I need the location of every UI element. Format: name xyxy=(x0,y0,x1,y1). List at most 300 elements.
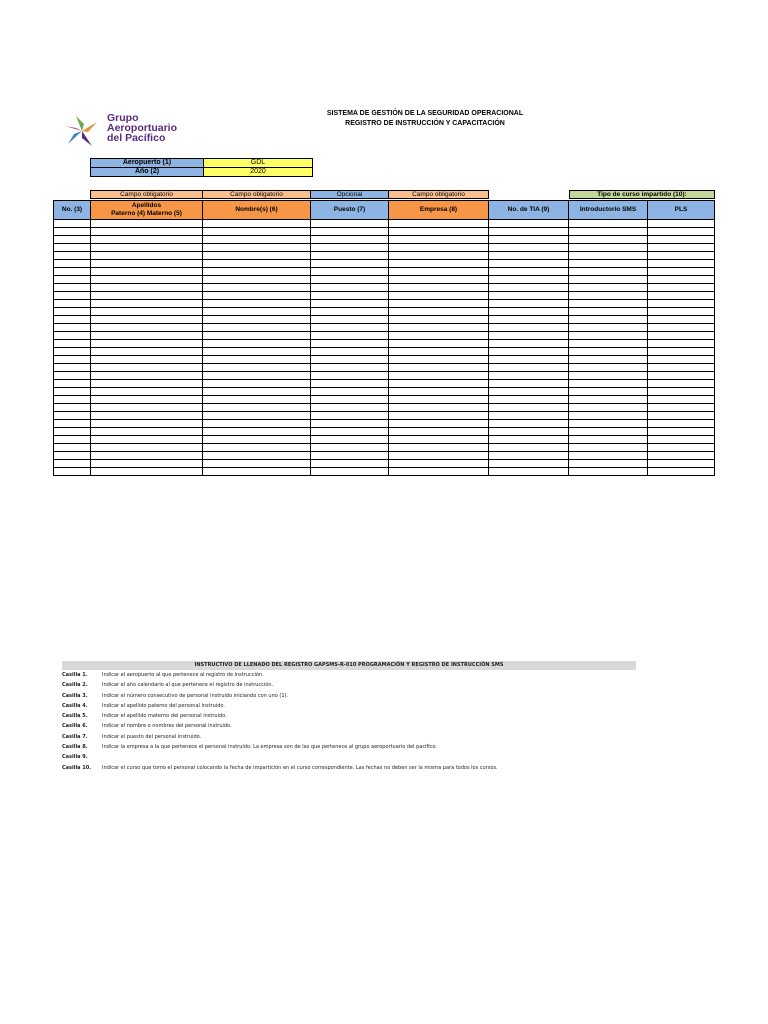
table-cell[interactable] xyxy=(203,404,311,412)
table-cell[interactable] xyxy=(489,276,569,284)
table-cell[interactable] xyxy=(648,396,715,404)
table-cell[interactable] xyxy=(389,380,489,388)
table-cell[interactable] xyxy=(389,468,489,476)
table-cell[interactable] xyxy=(203,308,311,316)
table-cell[interactable] xyxy=(389,268,489,276)
table-cell[interactable] xyxy=(91,284,203,292)
document-title: SISTEMA DE GESTIÓN DE LA SEGURIDAD OPERACIONAL xyxy=(326,110,524,117)
table-cell[interactable] xyxy=(489,452,569,460)
table-cell[interactable] xyxy=(91,404,203,412)
table-cell[interactable] xyxy=(389,444,489,452)
table-cell[interactable] xyxy=(389,452,489,460)
table-cell[interactable] xyxy=(489,396,569,404)
table-cell[interactable] xyxy=(389,420,489,428)
table-cell[interactable] xyxy=(203,356,311,364)
table-cell[interactable] xyxy=(203,292,311,300)
table-cell[interactable] xyxy=(311,340,389,348)
table-cell[interactable] xyxy=(569,284,648,292)
table-cell[interactable] xyxy=(489,220,569,228)
table-row xyxy=(54,332,715,340)
table-cell[interactable] xyxy=(91,300,203,308)
caption-puesto: Opcional xyxy=(310,190,389,199)
airport-value[interactable]: GDL xyxy=(204,159,313,168)
table-cell[interactable] xyxy=(311,412,389,420)
table-cell[interactable] xyxy=(54,244,91,252)
table-cell[interactable] xyxy=(569,268,648,276)
table-cell[interactable] xyxy=(203,260,311,268)
table-body xyxy=(54,220,715,476)
table-cell[interactable] xyxy=(311,444,389,452)
table-cell[interactable] xyxy=(569,340,648,348)
table-cell[interactable] xyxy=(91,316,203,324)
table-cell[interactable] xyxy=(311,268,389,276)
table-cell[interactable] xyxy=(489,308,569,316)
table-row xyxy=(54,252,715,260)
table-cell[interactable] xyxy=(54,292,91,300)
instruction-text: Indicar la empresa a la que pertenece el personal instruido. La empresa son de las que pertenece al grupo aeroportuario del pacífico. xyxy=(102,744,437,751)
document-subtitle: REGISTRO DE INSTRUCCIÓN Y CAPACITACIÓN xyxy=(345,120,505,127)
table-cell[interactable] xyxy=(311,308,389,316)
table-cell[interactable] xyxy=(311,228,389,236)
table-cell[interactable] xyxy=(569,404,648,412)
table-cell[interactable] xyxy=(311,276,389,284)
table-cell[interactable] xyxy=(91,396,203,404)
table-cell[interactable] xyxy=(54,428,91,436)
table-row xyxy=(54,356,715,364)
table-cell[interactable] xyxy=(389,260,489,268)
table-row xyxy=(54,404,715,412)
table-cell[interactable] xyxy=(389,220,489,228)
table-cell[interactable] xyxy=(311,452,389,460)
table-cell[interactable] xyxy=(91,348,203,356)
table-cell[interactable] xyxy=(489,292,569,300)
instruction-item xyxy=(62,752,636,762)
table-cell[interactable] xyxy=(203,324,311,332)
table-cell[interactable] xyxy=(54,436,91,444)
table-cell[interactable] xyxy=(489,460,569,468)
table-cell[interactable] xyxy=(648,276,715,284)
table-row xyxy=(54,244,715,252)
table-cell[interactable] xyxy=(311,300,389,308)
table-cell[interactable] xyxy=(203,316,311,324)
table-cell[interactable] xyxy=(489,436,569,444)
table-cell[interactable] xyxy=(203,436,311,444)
table-cell[interactable] xyxy=(489,364,569,372)
table-cell[interactable] xyxy=(648,220,715,228)
table-cell[interactable] xyxy=(489,268,569,276)
table-cell[interactable] xyxy=(569,300,648,308)
instruction-key: Casilla 3. xyxy=(62,692,88,699)
table-cell[interactable] xyxy=(91,228,203,236)
table-cell[interactable] xyxy=(648,452,715,460)
table-cell[interactable] xyxy=(311,316,389,324)
table-cell[interactable] xyxy=(203,228,311,236)
table-cell[interactable] xyxy=(389,396,489,404)
table-cell[interactable] xyxy=(489,228,569,236)
table-cell[interactable] xyxy=(389,340,489,348)
table-cell[interactable] xyxy=(311,428,389,436)
table-cell[interactable] xyxy=(203,276,311,284)
table-cell[interactable] xyxy=(569,396,648,404)
table-cell[interactable] xyxy=(489,340,569,348)
table-row xyxy=(54,372,715,380)
table-cell[interactable] xyxy=(54,348,91,356)
table-cell[interactable] xyxy=(489,380,569,388)
table-cell[interactable] xyxy=(54,412,91,420)
table-cell[interactable] xyxy=(389,356,489,364)
table-row xyxy=(54,380,715,388)
caption-empresa: Campo obligatorio xyxy=(388,190,489,199)
table-cell[interactable] xyxy=(648,292,715,300)
table-cell[interactable] xyxy=(648,364,715,372)
table-cell[interactable] xyxy=(54,324,91,332)
table-cell[interactable] xyxy=(54,372,91,380)
table-cell[interactable] xyxy=(648,236,715,244)
table-cell[interactable] xyxy=(489,444,569,452)
table-cell[interactable] xyxy=(569,356,648,364)
table-cell[interactable] xyxy=(389,372,489,380)
table-cell[interactable] xyxy=(569,228,648,236)
table-cell[interactable] xyxy=(569,428,648,436)
table-row xyxy=(54,292,715,300)
table-cell[interactable] xyxy=(648,428,715,436)
instruction-item xyxy=(62,711,636,721)
table-cell[interactable] xyxy=(569,468,648,476)
table-cell[interactable] xyxy=(648,284,715,292)
table-cell[interactable] xyxy=(311,236,389,244)
table-cell[interactable] xyxy=(203,452,311,460)
table-cell[interactable] xyxy=(389,388,489,396)
table-cell[interactable] xyxy=(54,228,91,236)
table-cell[interactable] xyxy=(54,252,91,260)
table-cell[interactable] xyxy=(54,420,91,428)
table-cell[interactable] xyxy=(648,348,715,356)
table-cell[interactable] xyxy=(648,316,715,324)
table-cell[interactable] xyxy=(389,404,489,412)
table-row xyxy=(54,412,715,420)
table-cell[interactable] xyxy=(389,284,489,292)
table-cell[interactable] xyxy=(489,300,569,308)
table-cell[interactable] xyxy=(203,412,311,420)
table-cell[interactable] xyxy=(54,332,91,340)
table-cell[interactable] xyxy=(91,452,203,460)
table-cell[interactable] xyxy=(489,324,569,332)
table-cell[interactable] xyxy=(648,388,715,396)
table-cell[interactable] xyxy=(489,372,569,380)
table-cell[interactable] xyxy=(203,380,311,388)
table-cell[interactable] xyxy=(311,380,389,388)
table-cell[interactable] xyxy=(648,356,715,364)
table-cell[interactable] xyxy=(91,292,203,300)
table-row xyxy=(54,428,715,436)
table-cell[interactable] xyxy=(311,436,389,444)
table-cell[interactable] xyxy=(203,340,311,348)
table-cell[interactable] xyxy=(569,316,648,324)
table-cell[interactable] xyxy=(54,460,91,468)
table-cell[interactable] xyxy=(54,388,91,396)
table-cell[interactable] xyxy=(311,404,389,412)
instruction-item xyxy=(62,701,636,711)
table-cell[interactable] xyxy=(569,412,648,420)
table-cell[interactable] xyxy=(311,364,389,372)
table-cell[interactable] xyxy=(569,236,648,244)
table-cell[interactable] xyxy=(389,324,489,332)
table-cell[interactable] xyxy=(648,332,715,340)
table-cell[interactable] xyxy=(311,260,389,268)
col-apellidos-line-1: Apellidos xyxy=(131,202,162,209)
table-cell[interactable] xyxy=(203,468,311,476)
table-cell[interactable] xyxy=(489,316,569,324)
table-cell[interactable] xyxy=(489,244,569,252)
table-cell[interactable] xyxy=(389,348,489,356)
table-cell[interactable] xyxy=(489,332,569,340)
table-cell[interactable] xyxy=(489,428,569,436)
table-cell[interactable] xyxy=(648,300,715,308)
table-cell[interactable] xyxy=(91,252,203,260)
table-cell[interactable] xyxy=(311,292,389,300)
logo-line-2: Aeroportuario xyxy=(107,122,178,134)
table-cell[interactable] xyxy=(311,388,389,396)
table-cell[interactable] xyxy=(54,276,91,284)
table-cell[interactable] xyxy=(489,252,569,260)
col-pls: PLS xyxy=(648,201,715,220)
table-cell[interactable] xyxy=(648,324,715,332)
table-cell[interactable] xyxy=(54,356,91,364)
table-cell[interactable] xyxy=(203,364,311,372)
table-cell[interactable] xyxy=(91,268,203,276)
table-cell[interactable] xyxy=(489,236,569,244)
table-cell[interactable] xyxy=(91,420,203,428)
table-cell[interactable] xyxy=(203,244,311,252)
table-cell[interactable] xyxy=(389,252,489,260)
table-cell[interactable] xyxy=(91,356,203,364)
table-cell[interactable] xyxy=(54,300,91,308)
table-cell[interactable] xyxy=(389,316,489,324)
table-cell[interactable] xyxy=(648,468,715,476)
table-cell[interactable] xyxy=(489,404,569,412)
table-cell[interactable] xyxy=(311,252,389,260)
table-cell[interactable] xyxy=(91,460,203,468)
table-cell[interactable] xyxy=(54,364,91,372)
table-cell[interactable] xyxy=(91,372,203,380)
table-cell[interactable] xyxy=(91,244,203,252)
table-row xyxy=(54,276,715,284)
table-cell[interactable] xyxy=(569,380,648,388)
table-cell[interactable] xyxy=(203,236,311,244)
table-cell[interactable] xyxy=(203,268,311,276)
table-cell[interactable] xyxy=(569,276,648,284)
table-cell[interactable] xyxy=(311,420,389,428)
instruction-key: Casilla 10. xyxy=(62,764,92,771)
table-cell[interactable] xyxy=(203,252,311,260)
table-row xyxy=(54,364,715,372)
table-cell[interactable] xyxy=(569,308,648,316)
table-cell[interactable] xyxy=(203,220,311,228)
table-cell[interactable] xyxy=(648,412,715,420)
table-cell[interactable] xyxy=(389,460,489,468)
table-cell[interactable] xyxy=(569,220,648,228)
logo-line-3: del Pacífico xyxy=(107,132,166,144)
table-cell[interactable] xyxy=(54,260,91,268)
table-cell[interactable] xyxy=(203,444,311,452)
table-cell[interactable] xyxy=(311,396,389,404)
table-cell[interactable] xyxy=(203,388,311,396)
table-cell[interactable] xyxy=(91,276,203,284)
table-cell[interactable] xyxy=(569,348,648,356)
table-cell[interactable] xyxy=(648,380,715,388)
instruction-text: Indicar el apellido paterno del personal instruido. xyxy=(102,702,225,709)
table-cell[interactable] xyxy=(91,412,203,420)
table-cell[interactable] xyxy=(389,332,489,340)
table-cell[interactable] xyxy=(91,428,203,436)
table-cell[interactable] xyxy=(203,348,311,356)
table-cell[interactable] xyxy=(54,404,91,412)
table-cell[interactable] xyxy=(648,308,715,316)
table-cell[interactable] xyxy=(91,340,203,348)
instruction-key: Casilla 7. xyxy=(62,733,88,740)
table-cell[interactable] xyxy=(648,404,715,412)
table-cell[interactable] xyxy=(489,420,569,428)
table-cell[interactable] xyxy=(489,468,569,476)
table-cell[interactable] xyxy=(489,260,569,268)
table-cell[interactable] xyxy=(648,228,715,236)
table-cell[interactable] xyxy=(311,244,389,252)
instruction-text xyxy=(102,752,636,762)
caption-apellidos: Campo obligatorio xyxy=(90,190,203,199)
table-cell[interactable] xyxy=(389,228,489,236)
table-cell[interactable] xyxy=(389,308,489,316)
table-cell[interactable] xyxy=(389,276,489,284)
table-cell[interactable] xyxy=(389,412,489,420)
table-cell[interactable] xyxy=(54,380,91,388)
table-cell[interactable] xyxy=(489,388,569,396)
table-row xyxy=(54,260,715,268)
table-cell[interactable] xyxy=(569,364,648,372)
table-cell[interactable] xyxy=(91,436,203,444)
table-cell[interactable] xyxy=(311,460,389,468)
table-cell[interactable] xyxy=(389,428,489,436)
table-cell[interactable] xyxy=(569,260,648,268)
instruction-item xyxy=(62,691,636,701)
table-cell[interactable] xyxy=(54,308,91,316)
table-cell[interactable] xyxy=(648,436,715,444)
table-cell[interactable] xyxy=(91,324,203,332)
table-cell[interactable] xyxy=(54,268,91,276)
table-cell[interactable] xyxy=(569,460,648,468)
table-cell[interactable] xyxy=(648,420,715,428)
table-cell[interactable] xyxy=(569,244,648,252)
table-cell[interactable] xyxy=(54,236,91,244)
instruction-text: Indicar el número consecutivo de personal instruido iniciando con uno (1). xyxy=(102,692,289,699)
table-cell[interactable] xyxy=(648,372,715,380)
table-cell[interactable] xyxy=(489,356,569,364)
table-cell[interactable] xyxy=(54,468,91,476)
caption-tipo-curso: Tipo de curso impartido (10): xyxy=(569,190,715,199)
table-cell[interactable] xyxy=(54,452,91,460)
table-cell[interactable] xyxy=(203,428,311,436)
table-cell[interactable] xyxy=(91,364,203,372)
table-cell[interactable] xyxy=(91,260,203,268)
year-row xyxy=(91,168,313,177)
caption-nombre: Campo obligatorio xyxy=(202,190,311,199)
table-cell[interactable] xyxy=(54,396,91,404)
instruction-text: Indicar el nombre o nombres del personal instruido. xyxy=(102,723,232,730)
table-cell[interactable] xyxy=(311,356,389,364)
table-cell[interactable] xyxy=(203,332,311,340)
table-cell[interactable] xyxy=(203,396,311,404)
table-cell[interactable] xyxy=(389,236,489,244)
table-cell[interactable] xyxy=(648,460,715,468)
table-cell[interactable] xyxy=(569,444,648,452)
table-cell[interactable] xyxy=(203,300,311,308)
table-cell[interactable] xyxy=(389,364,489,372)
table-cell[interactable] xyxy=(203,460,311,468)
table-cell[interactable] xyxy=(648,252,715,260)
table-cell[interactable] xyxy=(569,452,648,460)
table-cell[interactable] xyxy=(389,292,489,300)
table-row xyxy=(54,436,715,444)
table-cell[interactable] xyxy=(569,332,648,340)
table-cell[interactable] xyxy=(389,436,489,444)
table-cell[interactable] xyxy=(54,220,91,228)
table-cell[interactable] xyxy=(91,236,203,244)
table-cell[interactable] xyxy=(311,372,389,380)
table-row xyxy=(54,316,715,324)
table-cell[interactable] xyxy=(91,444,203,452)
table-cell[interactable] xyxy=(489,348,569,356)
table-cell[interactable] xyxy=(54,284,91,292)
table-cell[interactable] xyxy=(569,372,648,380)
table-cell[interactable] xyxy=(311,220,389,228)
table-cell[interactable] xyxy=(648,260,715,268)
table-cell[interactable] xyxy=(203,372,311,380)
table-cell[interactable] xyxy=(203,420,311,428)
table-cell[interactable] xyxy=(311,332,389,340)
table-cell[interactable] xyxy=(311,324,389,332)
table-cell[interactable] xyxy=(91,388,203,396)
table-cell[interactable] xyxy=(648,444,715,452)
table-cell[interactable] xyxy=(569,436,648,444)
table-cell[interactable] xyxy=(91,220,203,228)
table-cell[interactable] xyxy=(569,324,648,332)
table-cell[interactable] xyxy=(311,468,389,476)
table-cell[interactable] xyxy=(569,420,648,428)
table-cell[interactable] xyxy=(91,468,203,476)
table-cell[interactable] xyxy=(489,284,569,292)
table-cell[interactable] xyxy=(648,244,715,252)
year-value[interactable]: 2020 xyxy=(204,168,313,177)
table-cell[interactable] xyxy=(389,244,489,252)
table-cell[interactable] xyxy=(569,388,648,396)
instruction-key: Casilla 6. xyxy=(62,723,88,730)
table-cell[interactable] xyxy=(54,444,91,452)
table-cell[interactable] xyxy=(569,292,648,300)
table-cell[interactable] xyxy=(54,340,91,348)
table-cell[interactable] xyxy=(648,268,715,276)
table-cell[interactable] xyxy=(91,308,203,316)
table-cell[interactable] xyxy=(54,316,91,324)
table-cell[interactable] xyxy=(203,284,311,292)
table-cell[interactable] xyxy=(311,284,389,292)
table-cell[interactable] xyxy=(569,252,648,260)
table-cell[interactable] xyxy=(648,340,715,348)
table-cell[interactable] xyxy=(489,412,569,420)
table-cell[interactable] xyxy=(91,380,203,388)
table-cell[interactable] xyxy=(311,348,389,356)
table-cell[interactable] xyxy=(91,332,203,340)
table-cell[interactable] xyxy=(389,300,489,308)
col-apellidos xyxy=(91,201,203,220)
